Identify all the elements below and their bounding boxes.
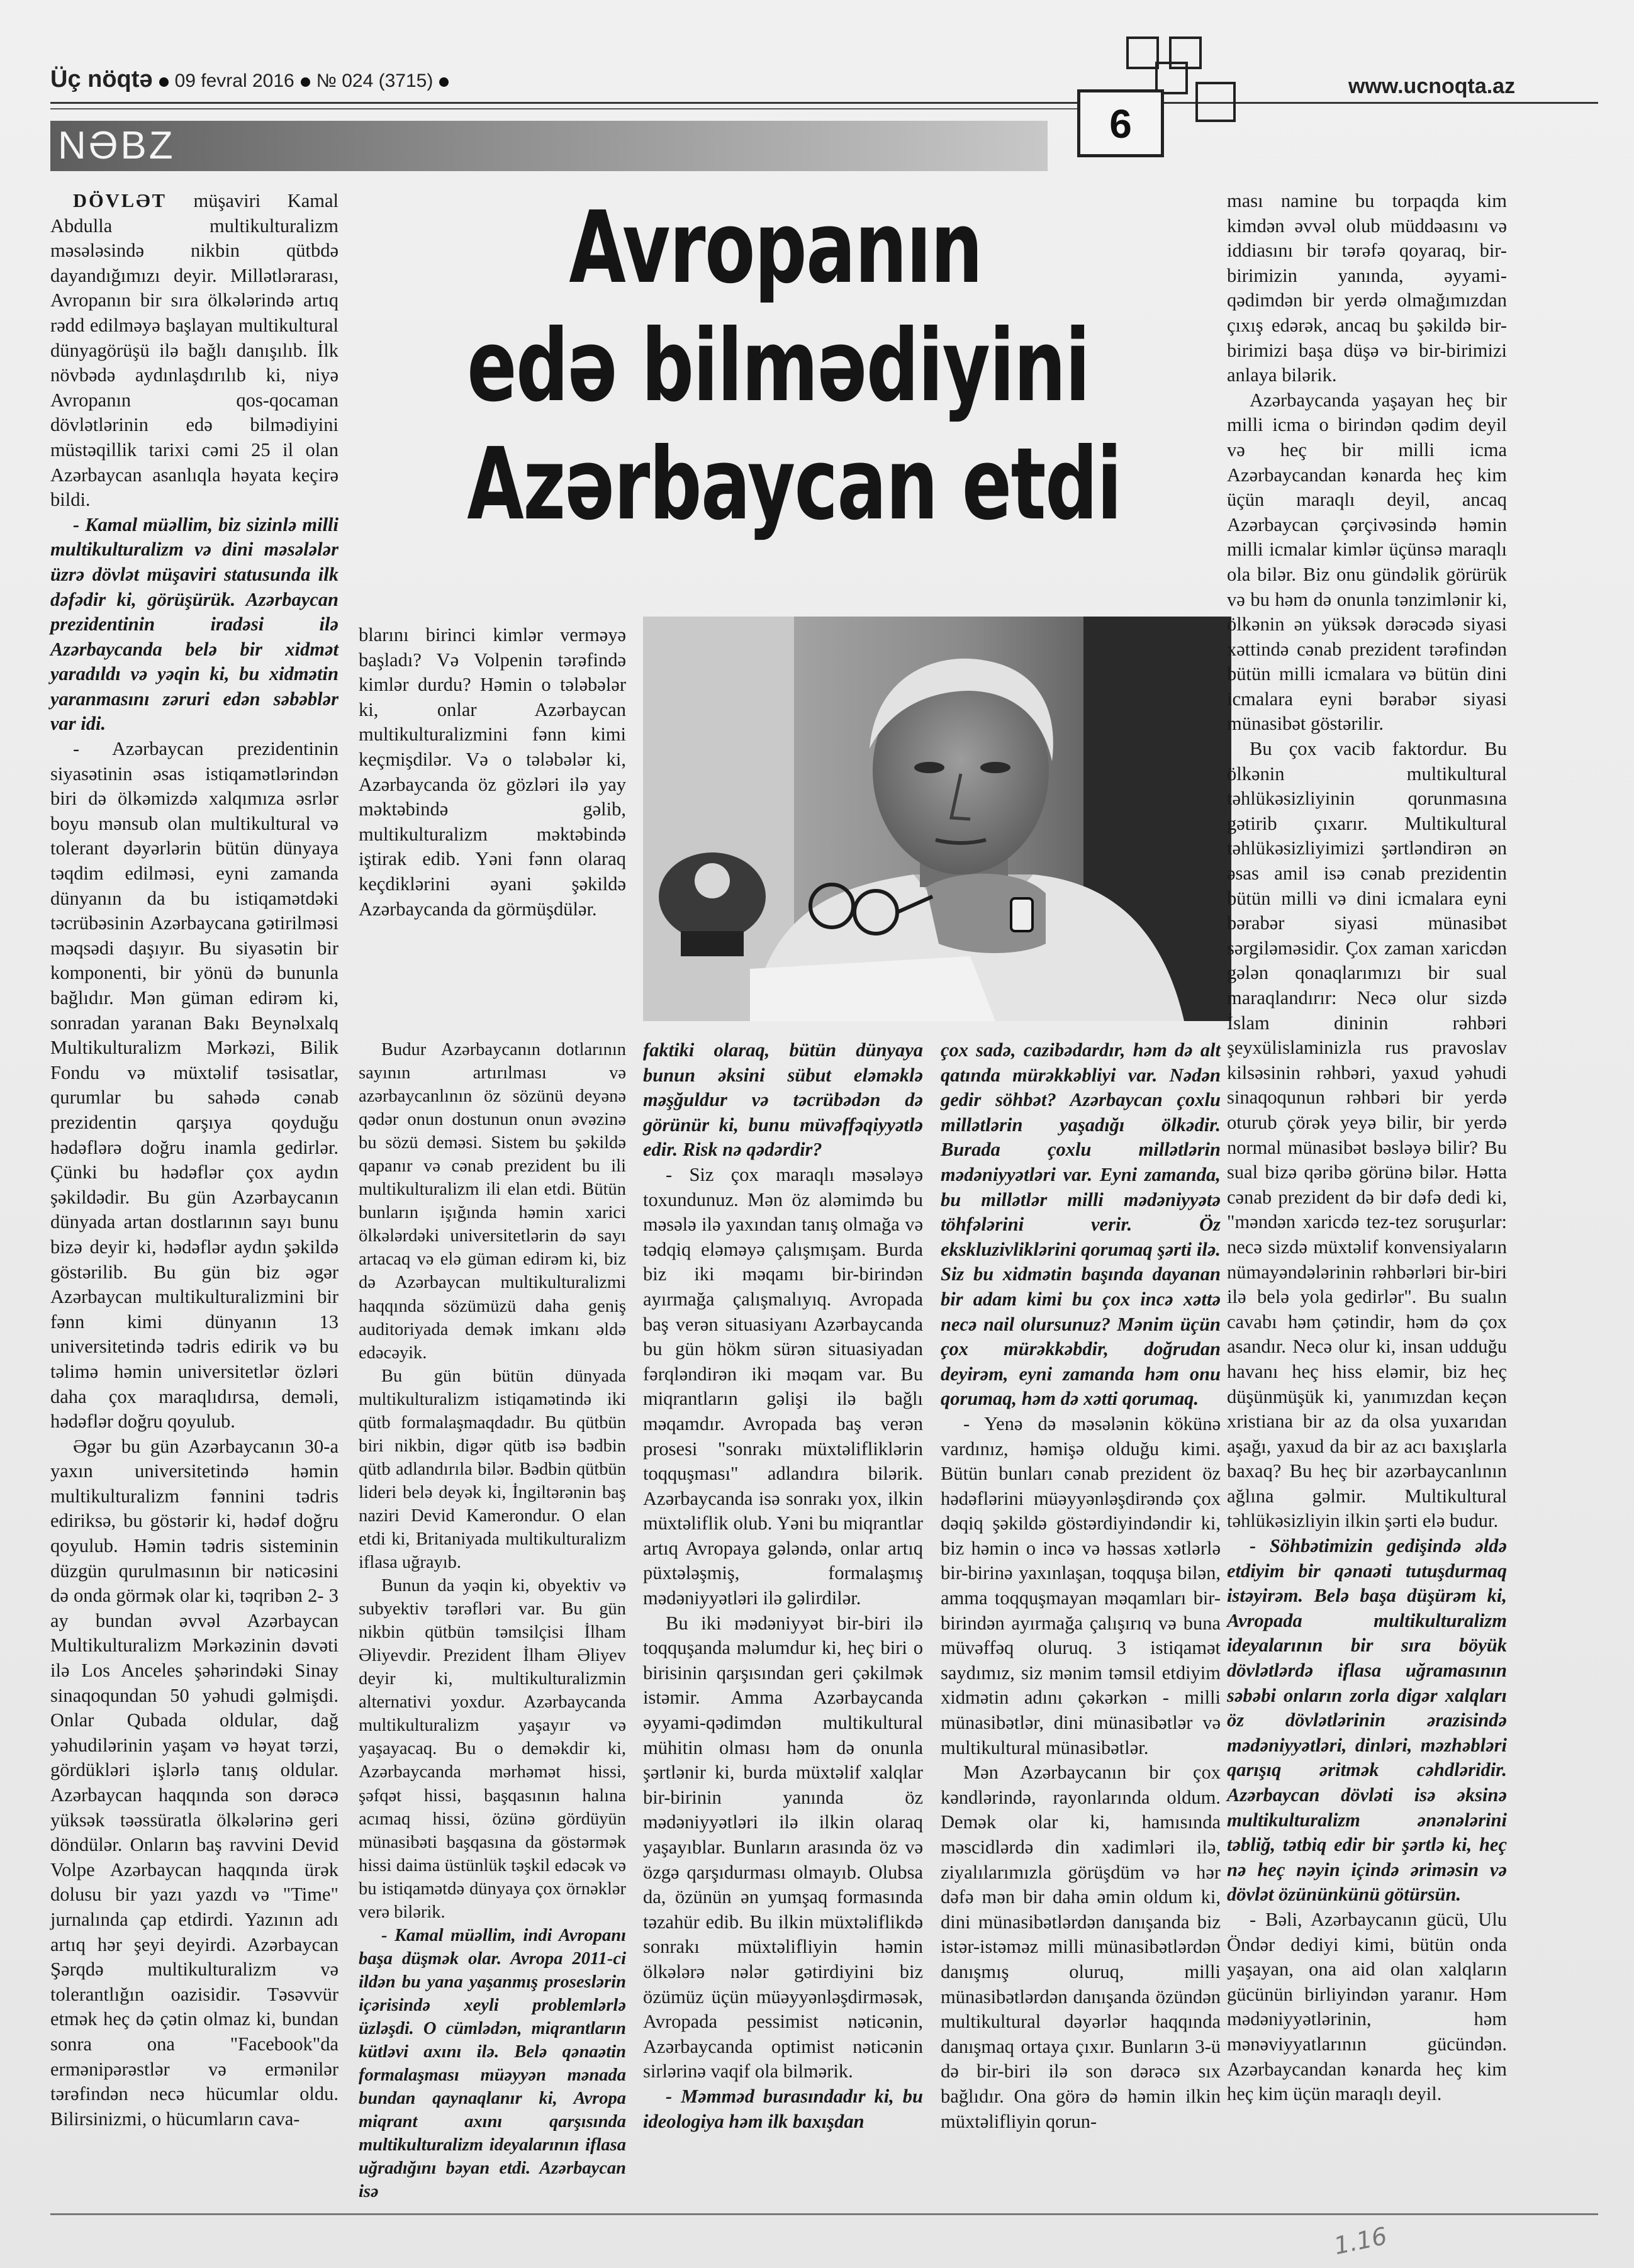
paragraph: Əgər bu gün Azərbaycanın 30-a yaxın universitetində həmin multikulturalizm fənnini tədris ediriksə, bu göstərir ki, hədəf doğru qoyulub. Həmin tədris sisteminin düzgün qurulmasının bir nəticəsini də onda görmək olar ki, təqribən 2- 3 ay bundan əvvəl Azərbaycan Multikulturalizm Mərkəzinin dəvəti ilə Los Anceles şəhərindəki Sinay sinaqoqundan 50 yəhudi gəlmişdi. Onlar Qubada oldular, dağ yəhudilərinin yaşam və həyat tərzi, gördükləri işlərlə tanış oldular. Azərbaycan haqqında son dərəcə yüksək təəssüratla ölkələrinə geri döndülər. Onların baş ravvini Devid Volpe Azərbaycan haqqında ürək dolusu bir yazı yazdı və "Time" jurnalında çap etdirdi. Yazının adı artıq hər şeyi deyirdi. Azərbaycan Şərqdə multikulturalizm və tolerantlığın oazisidir. Təsəvvür etmək heç də çətin olmaz ki, bundan sonra ona "Facebook"da ermənipərəstlər və ermənilər tərəfindən necə hücumlar oldu. Bilirsinizmi, o hücumların cava- <box>50 1435 339 2130</box>
masthead-rule <box>50 102 1598 104</box>
paragraph: - Yenə də məsələnin kökünə vardınız, həmişə olduğu kimi. Bütün bunları cənab prezident öz hədəflərini müəyyənləşdirəndə çox dəqiq şəkildə göstərdiyindəndir ki, biz həmin o incə və həssas xətlərlə bir-birinə yaxınlaşan, toqquşa bilən, amma toqquşmayan məqamları bir-birindən ayırmağa çalışırıq və buna müvəffəq oluruq. 3 istiqamət saydımız, siz mənim təmsil etdiyim xidmətin adını çəkərkən - milli münasibətlər, dini münasibətlər və multikultural münasibətlər. <box>941 1412 1221 1758</box>
paragraph: - Siz çox maraqlı məsələyə toxundunuz. Mən öz aləmimdə bu məsələ ilə yaxından tanış olmağa və tədqiq eləməyə çalışmışam. Burda biz iki məqamı bir-birindən ayırmağa çalışmalıyıq. Avropada baş verən situasiyanı Azərbaycanda bu gün hökm sürən situasiyadan fərqləndirən iki məqam var. Bu miqrantların gəlişi ilə bağlı məqamdır. Avropada baş verən prosesi "sonrakı müxtəlifliklərin toqquşması" adlandıra bilərik. Azərbaycanda isə sonrakı yox, ilkin müxtəliflik olub. Yəni bu miqrantlar artıq Avropaya gələndə, onlar artıq püxtələşmiş, formalaşmış mədəniyyətləri ilə gəlirdilər. <box>643 1163 923 1609</box>
article-headline <box>467 189 1121 544</box>
text-column-5 <box>1227 189 1507 2107</box>
website-url[interactable]: www.ucnoqta.az <box>1348 74 1516 98</box>
paragraph: Bunun da yəqin ki, obyektiv və subyektiv tərəfləri var. Bu gün nikbin qütbün təmsilçisi İlham Əliyevdir. Prezident İlham Əliyev deyir ki, multikulturalizmin alternativi yoxdur. Azərbaycanda multikulturalizm yaşayır və yaşayacaq. Bu o deməkdir ki, Azərbaycanda mərhəmət hissi, şəfqət hissi, başqasının halına acımaq hissi, özünə gördüyün münasibəti başqasına da göstərmək hissi daima üstünlük təşkil edəcək və bu istiqamətdə dünyaya çox örnəklər verə bilərik. <box>359 1576 626 1922</box>
paragraph: Budur Azərbaycanın dotlarının sayının artırılması və azərbaycanlının öz sözünü deyənə qədər onun dostunun onun əvəzinə bu sözü deməsi. Sistem bu şəkildə qapanır və cənab prezident bu ili multikulturalizm ili elan etdi. Bütün bunların işığında həmin xarici ölkələrdəki universitetlərin də sayı artacaq və elə güman edirəm ki, biz də Azərbaycan multikulturalizmi haqqında sözümüzü daha geniş auditoriyada demək imkanı əldə edəcəyik. <box>359 1040 626 1363</box>
portrait-photo <box>643 617 1231 1021</box>
question-paragraph: çox sadə, cazibədardır, həm də alt qatında mürəkkəbliyi var. Nədən gedir söhbət? Azərbaycan çoxlu millətlərin yaşadığı ölkədir. Burada çoxlu millətlərin mədəniyyətləri var. Eyni zamanda, bu millətlər milli mədəniyyətə töhfələrini verir. Öz ekskluzivliklərini qorumaq şərti ilə. Siz bu xidmətin başında dayanan bir adam kimi bu çox incə xəttə necə nail olursunuz? Mənim üçün çox mürəkkəbdir, doğrudan deyirəm, eyni zamanda həm onu qorumaq, həm də xətti qorumaq. <box>941 1039 1221 1410</box>
masthead-rule-secondary <box>50 108 1082 109</box>
decor-square-icon <box>1195 82 1236 122</box>
text-column-2-top <box>359 623 626 1025</box>
handwritten-mark: 1.16 <box>1331 2221 1390 2260</box>
issue-number: № 024 (3715) <box>316 70 434 91</box>
paragraph: ması namine bu torpaqda kim kimdən əvvəl olub müddəasını və iddiasını bir tərəfə qoyaraq, bir-birimizin yanında, əyyami-qədimdən bir yerdə olmağımızdan çıxış edərək, ancaq bu şəkildə bir-birimizi başa düşə və bir-birimizi anlaya bilərik. <box>1227 190 1507 386</box>
paragraph: - Bəli, Azərbaycanın gücü, Ulu Öndər dediyi kimi, bütün onda yaşayan, ona aid olan xalqların gücünün birliyindən yaranır. Həm mədəniyyətlərinin, həm mənəviyyatlarının gücündən. Azərbaycandan kənarda heç kim heç kim üçün maraqlı deyil. <box>1227 1908 1507 2105</box>
bullet-icon <box>301 77 310 87</box>
bullet-icon <box>439 77 449 87</box>
issue-date: 09 fevral 2016 <box>174 70 294 91</box>
question-paragraph: faktiki olaraq, bütün dünyaya bunun əksini sübut eləməklə məşğuldur və təcrübədən də görünür ki, bunu müvəffəqiyyətlə edir. Risk nə qədərdir? <box>643 1039 923 1161</box>
bullet-icon <box>159 77 169 87</box>
lead-word: DÖVLƏT <box>73 190 167 211</box>
footer-rule <box>50 2213 1598 2215</box>
rubric-bar <box>50 121 1048 171</box>
text-column-2 <box>359 1038 626 2203</box>
question-paragraph: - Kamal müəllim, biz sizinlə milli multikulturalizm və dini məsələlər üzrə dövlət müşaviri statusunda ilk dəfədir ki, görüşürük. Azərbaycan prezidentinin iradəsi ilə Azərbaycanda belə bir xidmət yaradıldı və yəqin ki, bu xidmətin yaranmasını zəruri edən səbəblər var idi. <box>50 513 339 735</box>
newspaper-name: Üç nöqtə <box>50 66 153 92</box>
question-paragraph: - Kamal müəllim, indi Avropanı başa düşmək olar. Avropa 2011-ci ildən bu yana yaşanmış proseslərin içərisində xeyli problemlərlə üzləşdi. O cümlədən, miqrantların kütləvi axını ilə. Belə qənaətin formalaşması müəyyən mənada bundan qaynaqlanır ki, Avropa miqrant axını qarşısında multikulturalizm ideyalarının iflasa uğradığını bəyan etdi. Azərbaycan isə <box>359 1925 626 2202</box>
headline-line: edə bilmədiyini <box>467 308 1090 424</box>
paragraph: DÖVLƏT müşaviri Kamal Abdulla multikulturalizm məsələsində nikbin qütbdə dayandığımızı deyir. Millətlərarası, Avropanın bir sıra ölkələrində artıq rədd edilməyə başlayan multikultural dünyagörüşü ilə bağlı danışılıb. İlk növbədə aydınlaşdırılıb ki, niyə Avropanın qos-qocaman dövlətlərinin edə bilmədiyini müstəqillik tarixi cəmi 25 il olan Azərbaycan asanlıqla həyata keçirə bildi. <box>50 190 339 511</box>
question-paragraph: - Məmməd burasındadır ki, bu ideologiya həm ilk baxışdan <box>643 2085 923 2132</box>
paragraph: Bu iki mədəniyyət bir-biri ilə toqquşanda məlumdur ki, heç biri o birisinin qarşısından geri çəkilmək istəmir. Amma Azərbaycanda əyyami-qədimdən multikultural mühitin olması həm də onunla şərtlənir ki, burda müxtəlif xalqlar bir-birinin yanında öz mədəniyyətləri ilə ilkin olaraq yaşayıblar. Bunların arasında öz və özgə qarşıdurması olmayıb. Olubsa da, özünün ən yumşaq formasında təzahür edib. Bu ilkin müxtəliflikdə sonrakı müxtəlifliyin həmin ölkələrə nələr gətirdiyini biz özümüz üçün müəyyənləşdirməsək, Avropada pessimist nəticənin, Azərbaycanda optimist nəticənin sirlərinə vaqif ola bilmərik. <box>643 1612 923 2082</box>
paragraph: - Azərbaycan prezidentinin siyasətinin əsas istiqamətlərindən biri də ölkəmizdə xalqımıza əsrlər boyu mənsub olan multikultural və tolerant dəyərlərin bütün dünyaya təqdim edilməsi, eyni zamanda dünyanın da bu istiqamətdəki təcrübəsinin Azərbaycana gətirilməsi məqsədi daşıyır. Bu siyasətin bir komponenti, bir yönü də bununla bağlıdır. Mən güman edirəm ki, sonradan yaranan Bakı Beynəlxalq Multikulturalizm Mərkəzi, Bilik Fondu və müxtəlif təsisatlar, qurumlar bu sahədə cənab prezidentin qarşıya qoyduğu hədəflərə doğru inamla gedirlər. Çünki bu hədəflər çox aydın şəkildədir. Bu gün Azərbaycanın dünyada artan dostlarının sayı bunu bizə deyir ki, hədəflər aydın şəkildə göstərilib. Bu gün biz əgər Azərbaycan multikulturalizmini bir fənn kimi dünyanın 13 universitetində tədris edirik və bu təlimə həmin universitetlər özləri daha çox maraqlıdırsa, deməli, hədəflər doğru qoyulub. <box>50 738 339 1433</box>
paragraph: Mən Azərbaycanın bir çox kəndlərində, rayonlarında oldum. Demək olar ki, hamısında məscidlərdə din xadimləri ilə, ziyalılarımızla görüşdüm və hər dəfə mən bir daha əmin oldum ki, dini münasibətlərdən danışanda biz istər-istəməz milli münasibətlərdən danışmış oluruq, milli münasibətlərdən danışanda özündən multikultural dəyərlər haqqında danışmaq ortaya çıxır. Bunların 3-ü də bir-biri ilə son dərəcə sıx bağlıdır. Ona görə də həmin ilkin müxtəlifliyin qorun- <box>941 1762 1221 2132</box>
rubric-label: NƏBZ <box>58 124 176 167</box>
text-column-1 <box>50 189 339 2131</box>
portrait-illustration <box>643 617 1231 1021</box>
headline-line: Azərbaycan etdi <box>467 427 1121 542</box>
masthead <box>50 66 455 93</box>
paragraph: blarını birinci kimlər verməyə başladı? Və Volpenin tərəfində kimlər durdu? Həmin o tələbələr ki, onlar Azərbaycan multikulturalizmini fənn kimi keçmişdilər. Və o tələbələr ki, Azərbaycanda öz gözləri ilə yay məktəbində gəlib, multikulturalizm məktəbində iştirak edib. Yəni fənn olaraq keçdiklərini əyani şəkildə Azərbaycanda da görmüşdülər. <box>359 624 626 920</box>
text-column-4 <box>941 1038 1221 2134</box>
paragraph: Bu çox vacib faktordur. Bu ölkənin multikultural təhlükəsizliyinin qorunmasına gətirib çıxarır. Multikultural təhlükəsizliyimizi şərtləndirən ən əsas amil isə cənab prezidentin bütün milli və dini icmalara eyni bərabər siyasi münasibət sərgiləməsidir. Çox zaman xaricdən gələn qonaqlarımızı bir sual maraqlandırır: Necə olur sizdə İslam dininin rəhbəri şeyxülislaminizla rus pravoslav kilsəsinin rəhbəri, yaxud yəhudi sinaqoqunun rəhbəri bir yerdə oturub çörək yeyə bilir, bir yerdə normal münasibət bəsləyə bilir? Bu sual bizə qəribə görünə bilər. Hətta cənab prezident də bir dəfə dedi ki, "məndən xaricdə tez-tez soruşurlar: necə sizdə müxtəlif konvensiyaların nümayəndələrinin rəhbərləri bir-biri ilə belə yola gedirlər". Bu sualın cavabı həm çətindir, həm də çox asandır. Necə olur ki, insan udduğu havanı heç hiss eləmir, biz heç düşünmüşük ki, yanımızdan keçən xristiana bir az da olsa yuxarıdan aşağı, yaxud da bir az acı baxışlarla baxaq? Bu heç bir azərbaycanlının ağlına gəlmir. Multikultural təhlükəsizliyin ilkin şərti elə budur. <box>1227 738 1507 1532</box>
question-paragraph: - Söhbətimizin gedişində əldə etdiyim bir qənaəti tutuşdurmaq istəyirəm. Belə başa düşürəm ki, Avropada multikulturalizm ideyalarının bir sıra böyük dövlətlərdə iflasa uğramasının səbəbi onların zorla digər xalqları öz dövlətlərinin ərazisində mədəniyyətləri, dinləri, məzhəbləri qarışıq əritmək cəhdləridir. Azərbaycan dövləti isə əksinə multikulturalizm ənənələrini təbliğ, tətbiq edir bir şərtlə ki, heç nə heç nəyin içində əriməsin və dövlət özününkünü götürsün. <box>1227 1535 1507 1906</box>
decor-square-icon <box>1126 36 1159 69</box>
text-column-3 <box>643 1038 923 2134</box>
paragraph: Bu gün bütün dünyada multikulturalizm istiqamətində iki qütb formalaşmaqdadır. Bu qütbün biri nikbin, digər qütb isə bədbin qütb adlandırıla bilər. Bədbin qütbün lideri belə deyək ki, İngiltərənin baş naziri Devid Kamerondur. O elan etdi ki, Britaniyada multikulturalizm iflasa uğrayıb. <box>359 1366 626 1573</box>
paragraph: Azərbaycanda yaşayan heç bir milli icma o birindən qədim deyil və heç bir milli icma Azərbaycandan kənarda heç kim üçün maraqlı deyil, ancaq Azərbaycan çərçivəsində həmin milli icmalar kimlər üçünsə maraqlı ola bilər. Biz onu gündəlik görürük və bu həm də onunla tənzimlənir ki, ölkənin ən yüksək dərəcədə siyasi xəttində cənab prezident tərəfindən bütün milli icmalara və bütün dini icmalara eyni bərabər siyasi münasibət göstərilir. <box>1227 389 1507 735</box>
headline-line: Avropanın <box>569 190 982 306</box>
page-number: 6 <box>1109 101 1132 147</box>
